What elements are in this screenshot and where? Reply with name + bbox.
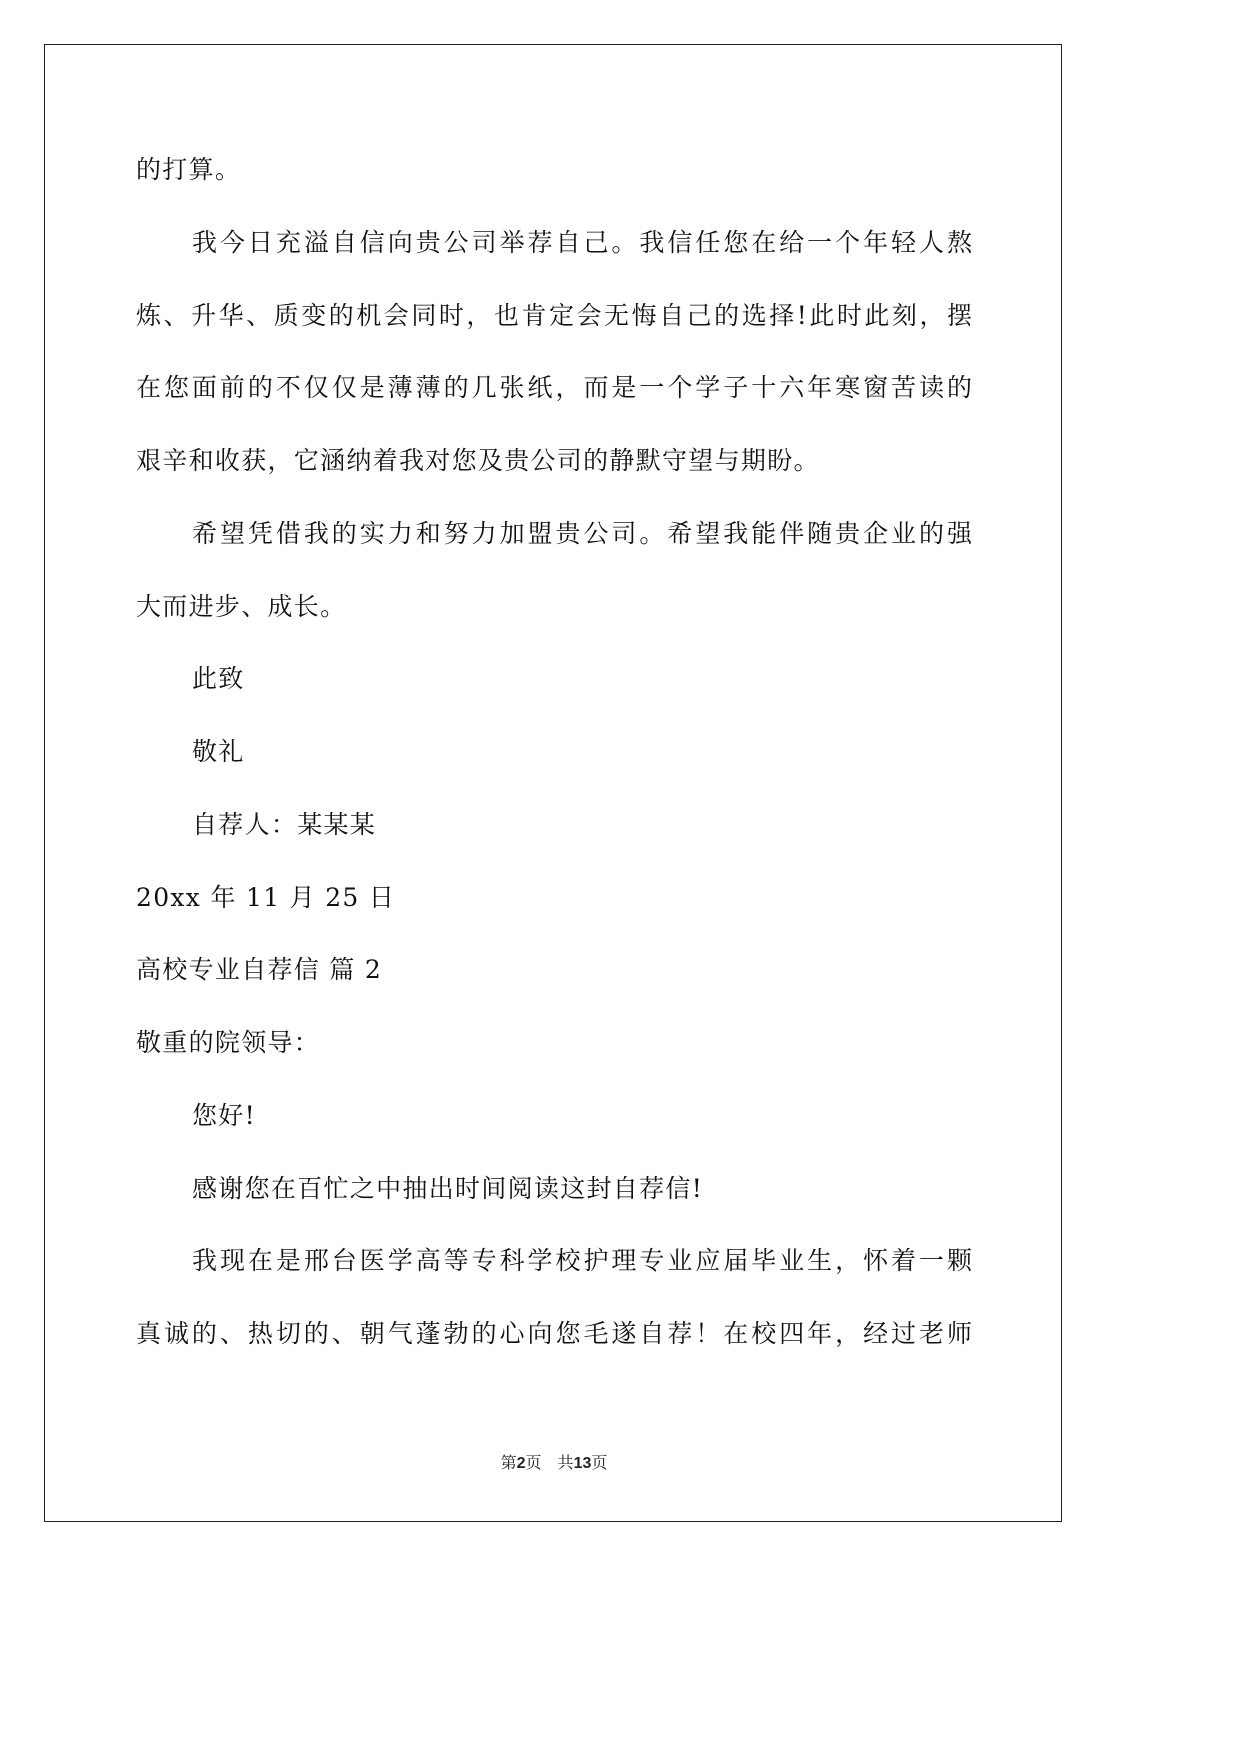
footer-mid: 页 共 [525,1453,574,1472]
hello-line: 您好! [192,1101,256,1130]
text-line-16: 我现在是邢台医学高等专科学校护理专业应届毕业生，怀着一颗 [192,1246,972,1275]
text-line-5: 艰辛和收获，它涵纳着我对您及贵公司的静默守望与期盼。 [136,446,820,475]
greeting: 敬重的院领导： [136,1028,321,1057]
date-line: 20xx 年 11 月 25 日 [136,883,396,912]
page-border [44,44,1062,1522]
text-line-3: 炼、升华、质变的机会同时，也肯定会无悔自己的选择!此时此刻，摆 [136,301,972,330]
thanks-line: 感谢您在百忙之中抽出时间阅读这封自荐信! [192,1174,704,1203]
text-line-6: 希望凭借我的实力和努力加盟贵公司。希望我能伴随贵企业的强 [192,519,972,548]
text-line-1: 的打算。 [136,155,242,184]
text-line-17: 真诚的、热切的、朝气蓬勃的心向您毛遂自荐！在校四年，经过老师 [136,1319,972,1348]
signature-line: 自荐人：某某某 [192,810,377,839]
closing-regards: 敬礼 [192,737,245,766]
text-line-7: 大而进步、成长。 [136,592,347,621]
section-title: 高校专业自荐信 篇 2 [136,955,383,984]
closing-salutation: 此致 [192,664,245,693]
text-line-4: 在您面前的不仅仅是薄薄的几张纸，而是一个学子十六年寒窗苦读的 [136,373,972,402]
footer-current-page: 2 [516,1455,526,1472]
footer-total-pages: 13 [573,1455,592,1472]
footer-prefix: 第 [500,1453,517,1472]
page-footer [0,1453,1108,1474]
text-line-2: 我今日充溢自信向贵公司举荐自己。我信任您在给一个年轻人熬 [192,228,972,257]
footer-suffix: 页 [591,1453,608,1472]
